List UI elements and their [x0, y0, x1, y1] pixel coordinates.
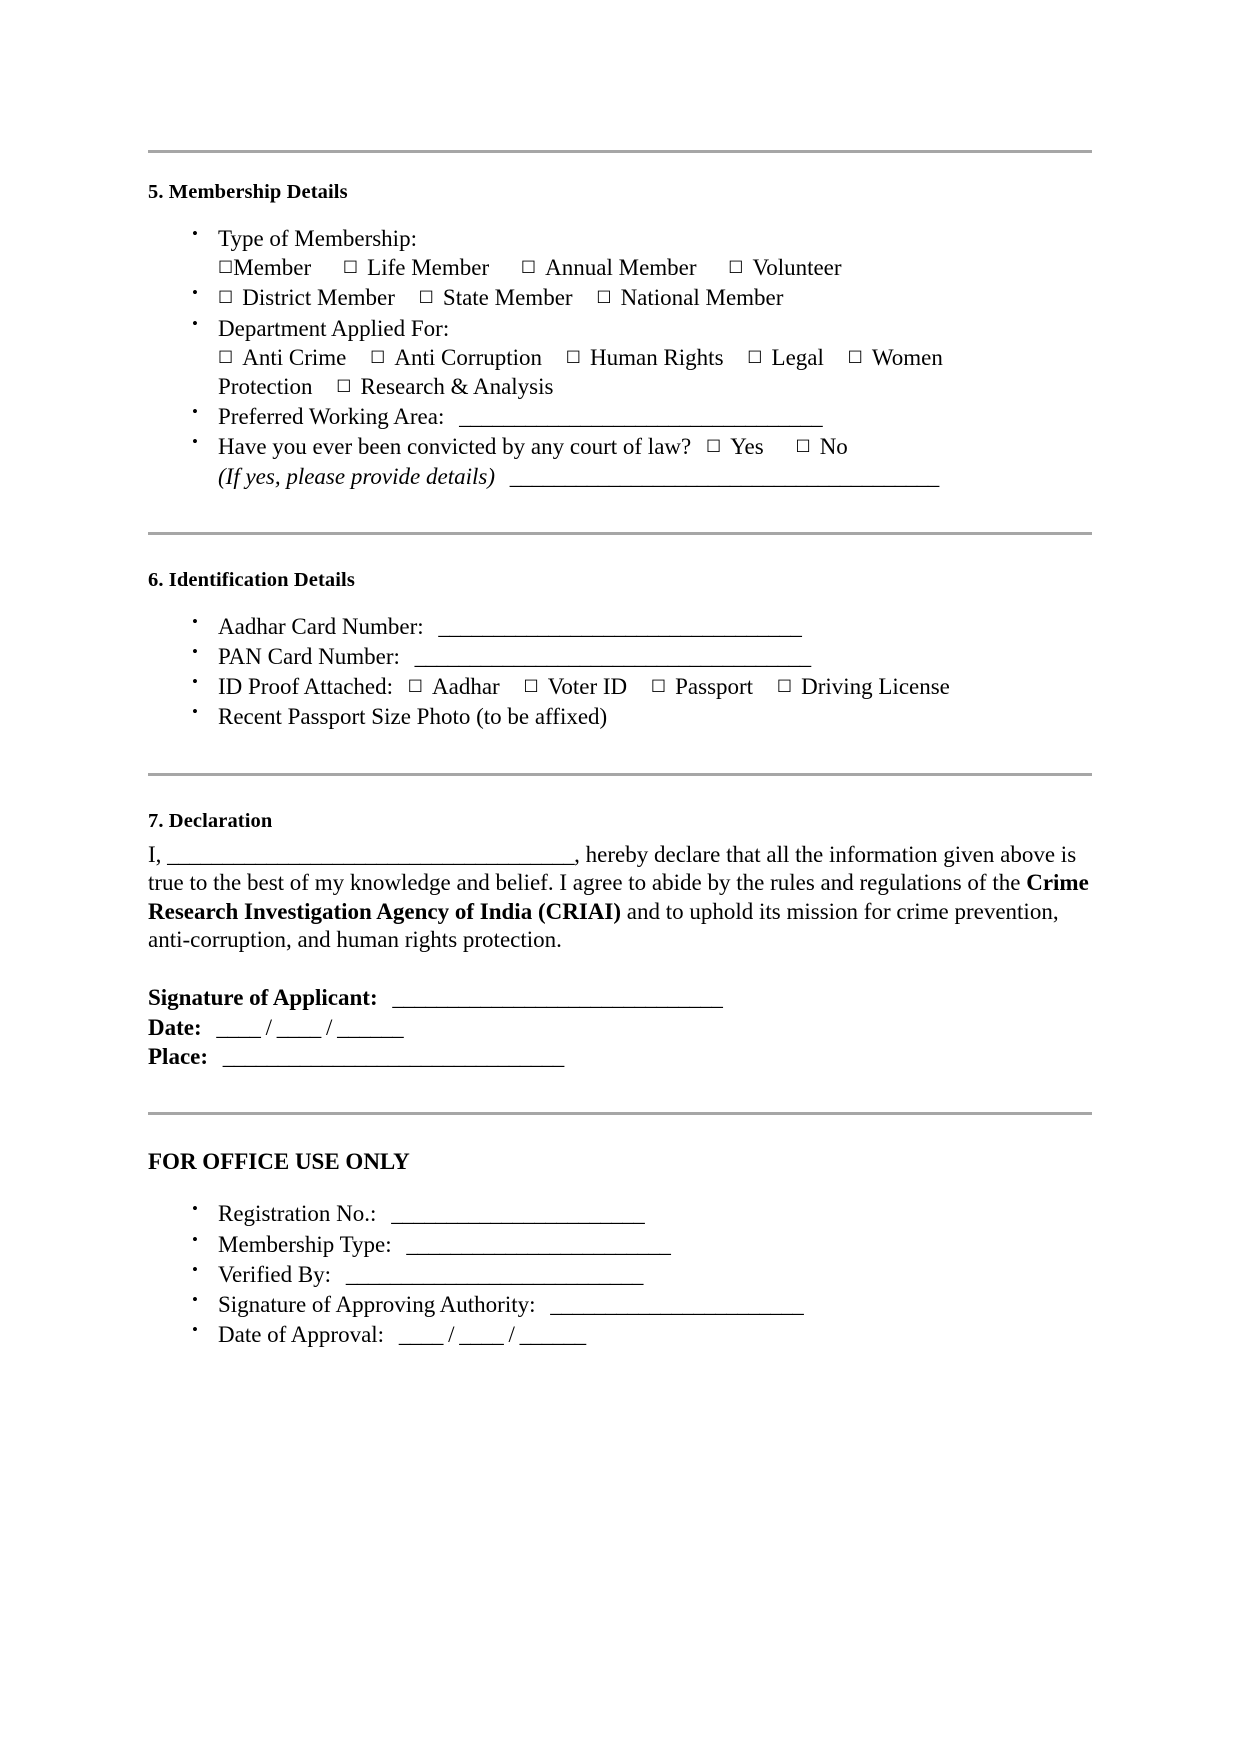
list-item-conviction [148, 432, 1092, 490]
declaration-lead: I, [148, 841, 168, 867]
checkbox-id-aadhar[interactable]: ☐ [407, 677, 424, 698]
signature-block [148, 983, 1092, 1073]
organization-name: Crime Research Investigation Agency of India (CRIAI) [148, 870, 1089, 924]
checkbox-id-voter[interactable]: ☐ [523, 677, 539, 698]
checkbox-label-protection: Protection [218, 374, 313, 400]
list-item-passport-photo [148, 702, 1092, 731]
section-heading: 5. Membership Details [148, 181, 348, 203]
checkbox-label-yes: Yes [730, 434, 764, 460]
list-item-pan-card-number [148, 642, 1092, 671]
checkbox-human-rights[interactable]: ☐ [565, 347, 581, 368]
checkbox-label-anti-crime: Anti Crime [242, 344, 347, 370]
section-identification-details [148, 569, 1092, 732]
signature-input[interactable]: ______________________________ [392, 984, 723, 1010]
section-office-use [148, 1149, 1092, 1349]
identification-list [148, 612, 1092, 732]
approving-authority-signature-input[interactable]: _______________________ [550, 1291, 804, 1317]
section-heading: 6. Identification Details [148, 568, 355, 591]
signature-label: Signature of Applicant: [148, 984, 378, 1010]
checkbox-label-legal: Legal [771, 344, 824, 370]
checkbox-label-id-passport: Passport [675, 674, 754, 700]
declaration-paragraph [148, 841, 1092, 955]
checkbox-life-member[interactable]: ☐ [342, 258, 359, 279]
section-heading: FOR OFFICE USE ONLY [148, 1149, 410, 1175]
checkbox-annual-member[interactable]: ☐ [520, 258, 537, 279]
date-label: Date: [148, 1014, 202, 1040]
checkbox-member[interactable]: ☐ [218, 258, 234, 279]
list-item-id-proof-attached [148, 672, 1092, 701]
checkbox-label-life-member: Life Member [367, 255, 490, 281]
checkbox-legal[interactable]: ☐ [747, 347, 763, 368]
checkbox-label-state-member: State Member [442, 285, 573, 311]
membership-type-input[interactable]: ________________________ [406, 1231, 671, 1257]
verified-by-input[interactable]: ___________________________ [345, 1261, 643, 1287]
field-label: Recent Passport Size Photo (to be affixed) [218, 704, 608, 730]
list-item-verified-by [148, 1260, 1092, 1289]
checkbox-label-human-rights: Human Rights [589, 344, 724, 370]
field-label: Aadhar Card Number: [218, 613, 424, 639]
checkbox-women-protection[interactable]: ☐ [847, 347, 863, 368]
field-label: Have you ever been convicted by any court of law? [218, 434, 692, 460]
section-heading: 7. Declaration [148, 809, 273, 832]
date-row [148, 1013, 1092, 1043]
checkbox-label-member: Member [233, 255, 312, 281]
signature-row [148, 983, 1092, 1013]
pan-card-number-input[interactable]: ____________________________________ [414, 644, 811, 670]
checkbox-label-research-analysis: Research & Analysis [360, 374, 554, 400]
list-item-membership-scope [148, 283, 1092, 312]
checkbox-label-district-member: District Member [242, 285, 395, 311]
place-row [148, 1042, 1092, 1072]
date-input[interactable]: ____ / ____ / ______ [216, 1014, 404, 1040]
declarant-name-input[interactable]: _____________________________________ [167, 841, 575, 867]
checkbox-national-member[interactable]: ☐ [596, 288, 612, 309]
field-label: Signature of Approving Authority: [218, 1291, 536, 1317]
document-content [148, 150, 1092, 1350]
preferred-working-area-input[interactable]: _________________________________ [459, 404, 823, 430]
field-label: PAN Card Number: [218, 644, 400, 670]
checkbox-label-id-aadhar: Aadhar [432, 674, 500, 700]
place-input[interactable]: _______________________________ [222, 1044, 564, 1070]
checkbox-conviction-yes[interactable]: ☐ [705, 437, 722, 458]
checkbox-id-passport[interactable]: ☐ [650, 677, 667, 698]
field-label: Department Applied For: [218, 315, 450, 341]
checkbox-anti-crime[interactable]: ☐ [218, 347, 234, 368]
checkbox-state-member[interactable]: ☐ [418, 288, 434, 309]
checkbox-label-annual-member: Annual Member [545, 255, 697, 281]
field-label: ID Proof Attached: [218, 674, 394, 700]
checkbox-district-member[interactable]: ☐ [218, 288, 234, 309]
list-item-preferred-working-area [148, 402, 1092, 431]
field-label: Type of Membership: [218, 226, 417, 251]
list-item-date-of-approval [148, 1320, 1092, 1349]
checkbox-label-volunteer: Volunteer [752, 255, 842, 281]
list-item-approving-authority-signature [148, 1290, 1092, 1319]
checkbox-label-no: No [819, 434, 848, 460]
checkbox-label-women: Women [871, 344, 943, 370]
field-label: Date of Approval: [218, 1322, 385, 1348]
aadhar-card-number-input[interactable]: _________________________________ [438, 613, 802, 639]
conviction-details-input[interactable]: _______________________________________ [509, 463, 939, 489]
checkbox-label-anti-corruption: Anti Corruption [394, 344, 542, 370]
field-label: Preferred Working Area: [218, 404, 445, 430]
declaration-text-part2: and to uphold its mission for crime prevention, anti-corruption, and human rights protection. [148, 898, 1059, 953]
checkbox-id-driving-license[interactable]: ☐ [776, 677, 793, 698]
checkbox-conviction-no[interactable]: ☐ [795, 437, 811, 458]
list-item-department-applied-for [148, 314, 1092, 402]
list-item-membership-type [148, 1230, 1092, 1259]
place-label: Place: [148, 1044, 209, 1070]
section-membership-details [148, 181, 1092, 491]
date-of-approval-input[interactable]: ____ / ____ / ______ [398, 1322, 586, 1348]
list-item-aadhar-card-number [148, 612, 1092, 641]
checkbox-volunteer[interactable]: ☐ [728, 258, 744, 279]
membership-list [148, 224, 1092, 491]
field-label: Verified By: [218, 1261, 332, 1287]
declaration-text-part1: , hereby declare that all the information given above is true to the best of my knowledge and belief. I agree to abide by the rules and regulations of the [148, 841, 1077, 896]
list-item-registration-no [148, 1199, 1092, 1228]
field-label: Membership Type: [218, 1231, 392, 1257]
field-label: Registration No.: [218, 1201, 377, 1227]
list-item-type-of-membership [148, 224, 1092, 282]
checkbox-label-id-driving-license: Driving License [801, 674, 950, 700]
checkbox-anti-corruption[interactable]: ☐ [370, 347, 386, 368]
office-use-list [148, 1199, 1092, 1349]
checkbox-research-analysis[interactable]: ☐ [336, 377, 352, 398]
checkbox-label-national-member: National Member [620, 285, 784, 311]
registration-no-input[interactable]: _______________________ [391, 1201, 645, 1227]
checkbox-label-id-voter: Voter ID [547, 674, 628, 700]
section-declaration [148, 810, 1092, 1073]
conviction-note: (If yes, please provide details) [218, 463, 495, 489]
